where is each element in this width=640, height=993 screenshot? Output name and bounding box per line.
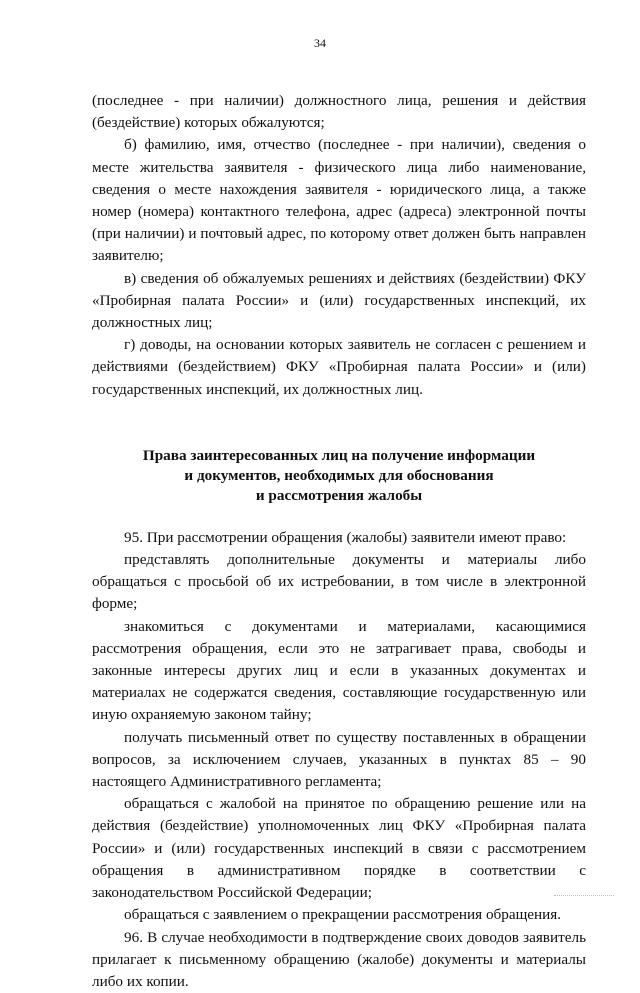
section-heading bbox=[92, 446, 586, 506]
document-body bbox=[92, 90, 586, 993]
paragraph-right-withdraw: обращаться с заявлением о прекращении рассмотрения обращения. bbox=[92, 904, 586, 926]
scan-artifact bbox=[554, 895, 614, 897]
paragraph-right-submit: представлять дополнительные документы и материалы либо обращаться с просьбой об их истребовании, в том числе в электронной форме; bbox=[92, 549, 586, 616]
section-heading-line-1: Права заинтересованных лиц на получение информации bbox=[92, 446, 586, 466]
paragraph-right-review: знакомиться с документами и материалами, касающимися рассмотрения обращения, если это не затрагивает права, свободы и законные интересы других лиц и если в указанных документах и материалах не содержатся сведения, составляющие государственную или иную охраняемую законом тайну; bbox=[92, 616, 586, 727]
paragraph-item-g: г) доводы, на основании которых заявитель не согласен с решением и действиями (бездействием) ФКУ «Пробирная палата России» и (или) государственных инспекций, их должностных лиц. bbox=[92, 334, 586, 401]
paragraph-item-b: б) фамилию, имя, отчество (последнее - при наличии), сведения о месте жительства заявителя - физического лица либо наименование, сведения о месте нахождения заявителя - юридического лица, а также номер (номера) контактного телефона, адрес (адреса) электронной почты (при наличии) и почтовый адрес, по которому ответ должен быть направлен заявителю; bbox=[92, 134, 586, 267]
paragraph-right-complain: обращаться с жалобой на принятое по обращению решение или на действия (бездействие) уполномоченных лиц ФКУ «Пробирная палата России» и (или) государственных инспекций в связи с рассмотрением обращения в административном порядке в соответствии с законодательством Российской Федерации; bbox=[92, 793, 586, 904]
paragraph-95: 95. При рассмотрении обращения (жалобы) заявители имеют право: bbox=[92, 527, 586, 549]
paragraph-item-v: в) сведения об обжалуемых решениях и действиях (бездействии) ФКУ «Пробирная палата России» и (или) государственных инспекций, их должностных лиц; bbox=[92, 268, 586, 335]
section-heading-line-3: и рассмотрения жалобы bbox=[92, 486, 586, 506]
paragraph-96: 96. В случае необходимости в подтверждение своих доводов заявитель прилагает к письменному обращению (жалобе) документы и материалы либо их копии. bbox=[92, 927, 586, 993]
section-heading-line-2: и документов, необходимых для обоснования bbox=[92, 466, 586, 486]
paragraph-right-answer: получать письменный ответ по существу поставленных в обращении вопросов, за исключением случаев, указанных в пунктах 85 – 90 настоящего Административного регламента; bbox=[92, 727, 586, 794]
page-number: 34 bbox=[0, 36, 640, 51]
paragraph-continuation: (последнее - при наличии) должностного лица, решения и действия (бездействие) которых обжалуются; bbox=[92, 90, 586, 134]
